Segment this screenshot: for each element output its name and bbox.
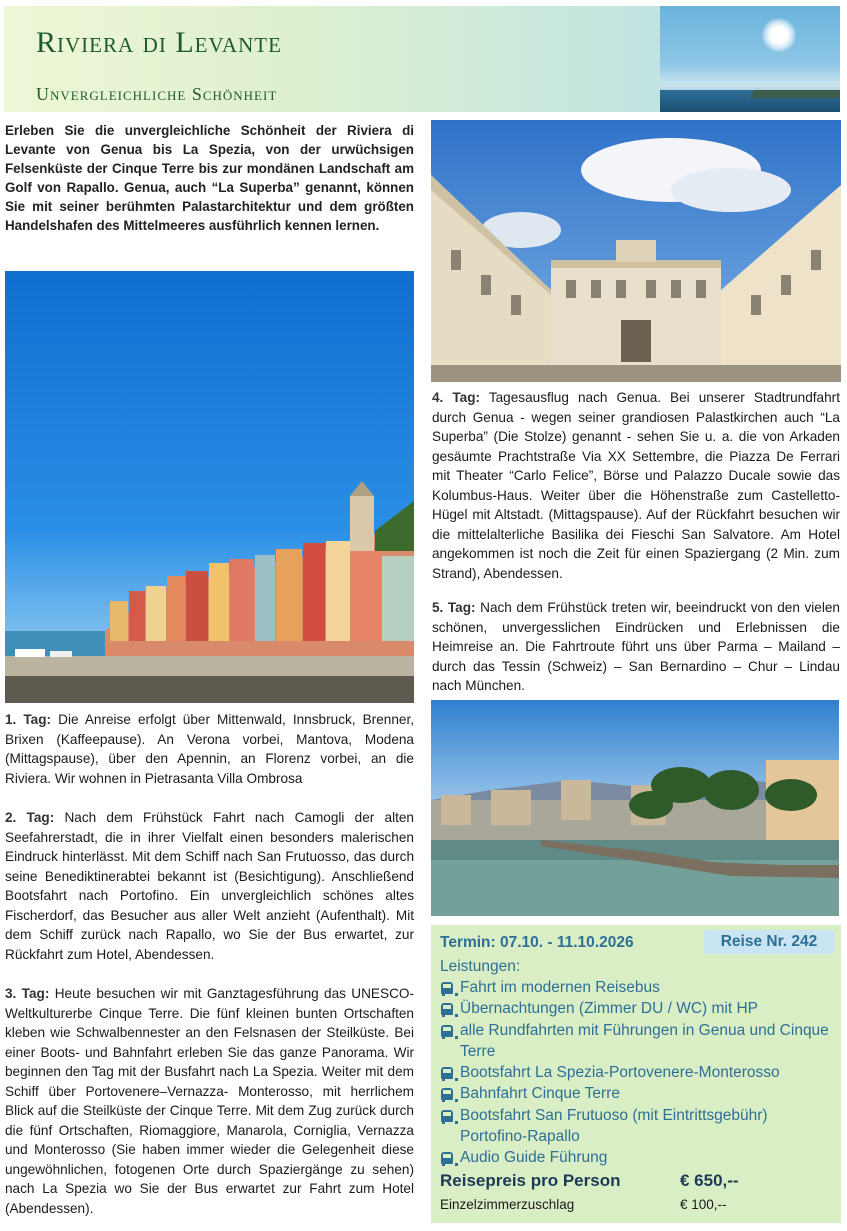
bus-icon: [441, 1025, 453, 1037]
rapallo-coast-photo: [431, 700, 839, 916]
day-1-text: [5, 710, 414, 788]
day-1-body: Die Anreise erfolgt über Mittenwald, Innsbruck, Brenner, Brixen (Kaffeepause). An Verona vorbei, Mantova, Modena (Mittagspause), über den Apennin, an Florenz vorbei, an die Riviera. Wir wohnen in Pietrasanta Villa Ombrosa: [5, 712, 414, 786]
service-item-label: alle Rundfahrten mit Führungen in Genua und Cinque Terre: [460, 1021, 829, 1060]
service-item-label: Bootsfahrt San Frutuoso (mit Eintrittsgebühr) Portofino-Rapallo: [460, 1106, 768, 1146]
portovenere-photo: [5, 271, 414, 703]
bus-icon: [441, 1088, 453, 1100]
day-3-body: Heute besuchen wir mit Ganztagesführung das UNESCO-Weltkulturerbe Cinque Terre. Die fünf kleinen bunten Ortschaften kleben wie Schwalbennester an den Felsnasen der Steilküste. Bei einer Boots- und Bahnfahrt erleben Sie das ganze Panorama. Wir beginnen den Tag mit der Busfahrt nach La Spezia. Weiter mit dem Schiff über Portovenere–Vernazza- Monterosso, mit herrlichem Blick auf die Steilküste der Cinque Terre. Mit dem Zug zurück durch die fünf Ortschaften, Riomaggiore, Manarola, Corniglia, Vernazza und Monterosso (Sie haben immer wieder die Gelegenheit diese ungewöhnlichen, fotogenen Orte durch Spaziergänge zu sehen) nach La Spezia wo Sie der Bus erwartet zur Fahrt zum Hotel (Abendessen).: [5, 986, 414, 1216]
service-item-label: Fahrt im modernen Reisebus: [460, 979, 660, 996]
bus-icon: [441, 1003, 453, 1015]
bus-icon: [441, 1110, 453, 1122]
trip-info-box: [431, 925, 841, 1223]
trip-dates: Termin: 07.10. - 11.10.2026: [440, 934, 634, 951]
service-item: [440, 977, 835, 998]
header-banner: [4, 6, 840, 112]
day-2-body: Nach dem Frühstück Fahrt nach Camogli der alten Seefahrerstadt, die in ihrer Vielfalt einen besonders malerischen Eindruck hinterlässt. Mit dem Schiff nach San Frutuosso, das durch seine Benediktinerabtei bekannt ist (Besichtigung). Anschließend Bootsfahrt nach Portofino. Ein unvergleichlich schönes altes Fischerdorf, das Besucher aus aller Welt anzieht (Aufenthalt). Mit dem Schiff zurück nach Rapallo, wo Sie der Bus erwartet, zur Rückfahrt zum Hotel, Abendessen.: [5, 810, 414, 962]
day-2-text: [5, 808, 414, 964]
service-item-label: Bootsfahrt La Spezia-Portovenere-Monterosso: [460, 1064, 780, 1082]
day-5-body: Nach dem Frühstück treten wir, beeindruckt von den vielen schönen, unvergesslichen Eindrücken und Erlebnissen die Heimreise an. Die Fahrtroute führt uns über Parma – Mailand – durch das Tessin (Schweiz) – San Bernardino – Chur – Lindau nach München.: [432, 600, 840, 693]
price-label: Reisepreis pro Person: [440, 1171, 621, 1190]
day-5-label: 5. Tag:: [432, 600, 476, 615]
sun-icon: [762, 18, 796, 52]
genua-palazzo-photo: [431, 120, 841, 382]
trip-number-badge: Reise Nr. 242: [704, 930, 834, 954]
service-item: [440, 1147, 835, 1168]
price-value: € 650,--: [680, 1171, 739, 1190]
day-5-text: [432, 598, 840, 696]
coast-decoration: [750, 90, 840, 98]
service-item-label: Audio Guide Führung: [460, 1149, 608, 1167]
day-3-text: [5, 984, 414, 1218]
service-item-label: Übernachtungen (Zimmer DU / WC) mit HP: [460, 1000, 759, 1018]
day-4-label: 4. Tag:: [432, 390, 481, 405]
bus-icon: [441, 1067, 453, 1079]
day-2-label: 2. Tag:: [5, 810, 55, 825]
service-item-label: Bahnfahrt Cinque Terre: [460, 1085, 620, 1103]
page-subtitle: Unvergleichliche Schönheit: [36, 84, 278, 104]
service-item: [440, 1062, 835, 1083]
page-title: Riviera di Levante: [36, 26, 282, 59]
service-item: [440, 998, 835, 1019]
bus-icon: [441, 982, 453, 994]
day-1-label: 1. Tag:: [5, 712, 52, 727]
service-item: [440, 1020, 835, 1063]
service-item: [440, 1083, 835, 1104]
service-item: [440, 1105, 835, 1148]
day-4-text: [432, 388, 840, 583]
single-room-surcharge-label: Einzelzimmerzuschlag: [440, 1197, 575, 1212]
day-3-label: 3. Tag:: [5, 986, 50, 1001]
services-list: [440, 977, 835, 1169]
day-4-body: Tagesausflug nach Genua. Bei unserer Stadtrundfahrt durch Genua - wegen seiner grandiosen Palastkirchen auch “La Superba” (Die Stolze) genannt - sehen Sie u. a. die von Arkaden gesäumte Prachtstraße Via XX Settembre, die Piazza De Ferrari mit Theater “Carlo Felice”, Börse und Palazzo Ducale sowie das Kolumbus-Haus. Weiter über die Höhenstraße zum Castelletto-Hügel mit Altstadt. (Mittagspause). Auf der Rückfahrt besuchen wir die mittelalterliche Basilika dei Fieschi San Salvatore. Am Hotel angekommen ist noch die Zeit für einen Spaziergang (2 Min. zum Strand), Abendessen.: [432, 390, 840, 581]
single-room-surcharge-value: € 100,--: [680, 1197, 727, 1212]
services-title: Leistungen:: [440, 958, 521, 975]
bus-icon: [441, 1152, 453, 1164]
intro-text: Erleben Sie die unvergleichliche Schönheit der Riviera di Levante von Genua bis La Spezia, von der urwüchsigen Felsenküste der Cinque Terre bis zur mondänen Landschaft am Golf von Rapallo. Genua, auch “La Superba” genannt, können Sie mit seiner berühmten Palastarchitektur und dem größten Handelshafen des Mittelmeeres ausführlich kennen lernen.: [5, 123, 414, 233]
